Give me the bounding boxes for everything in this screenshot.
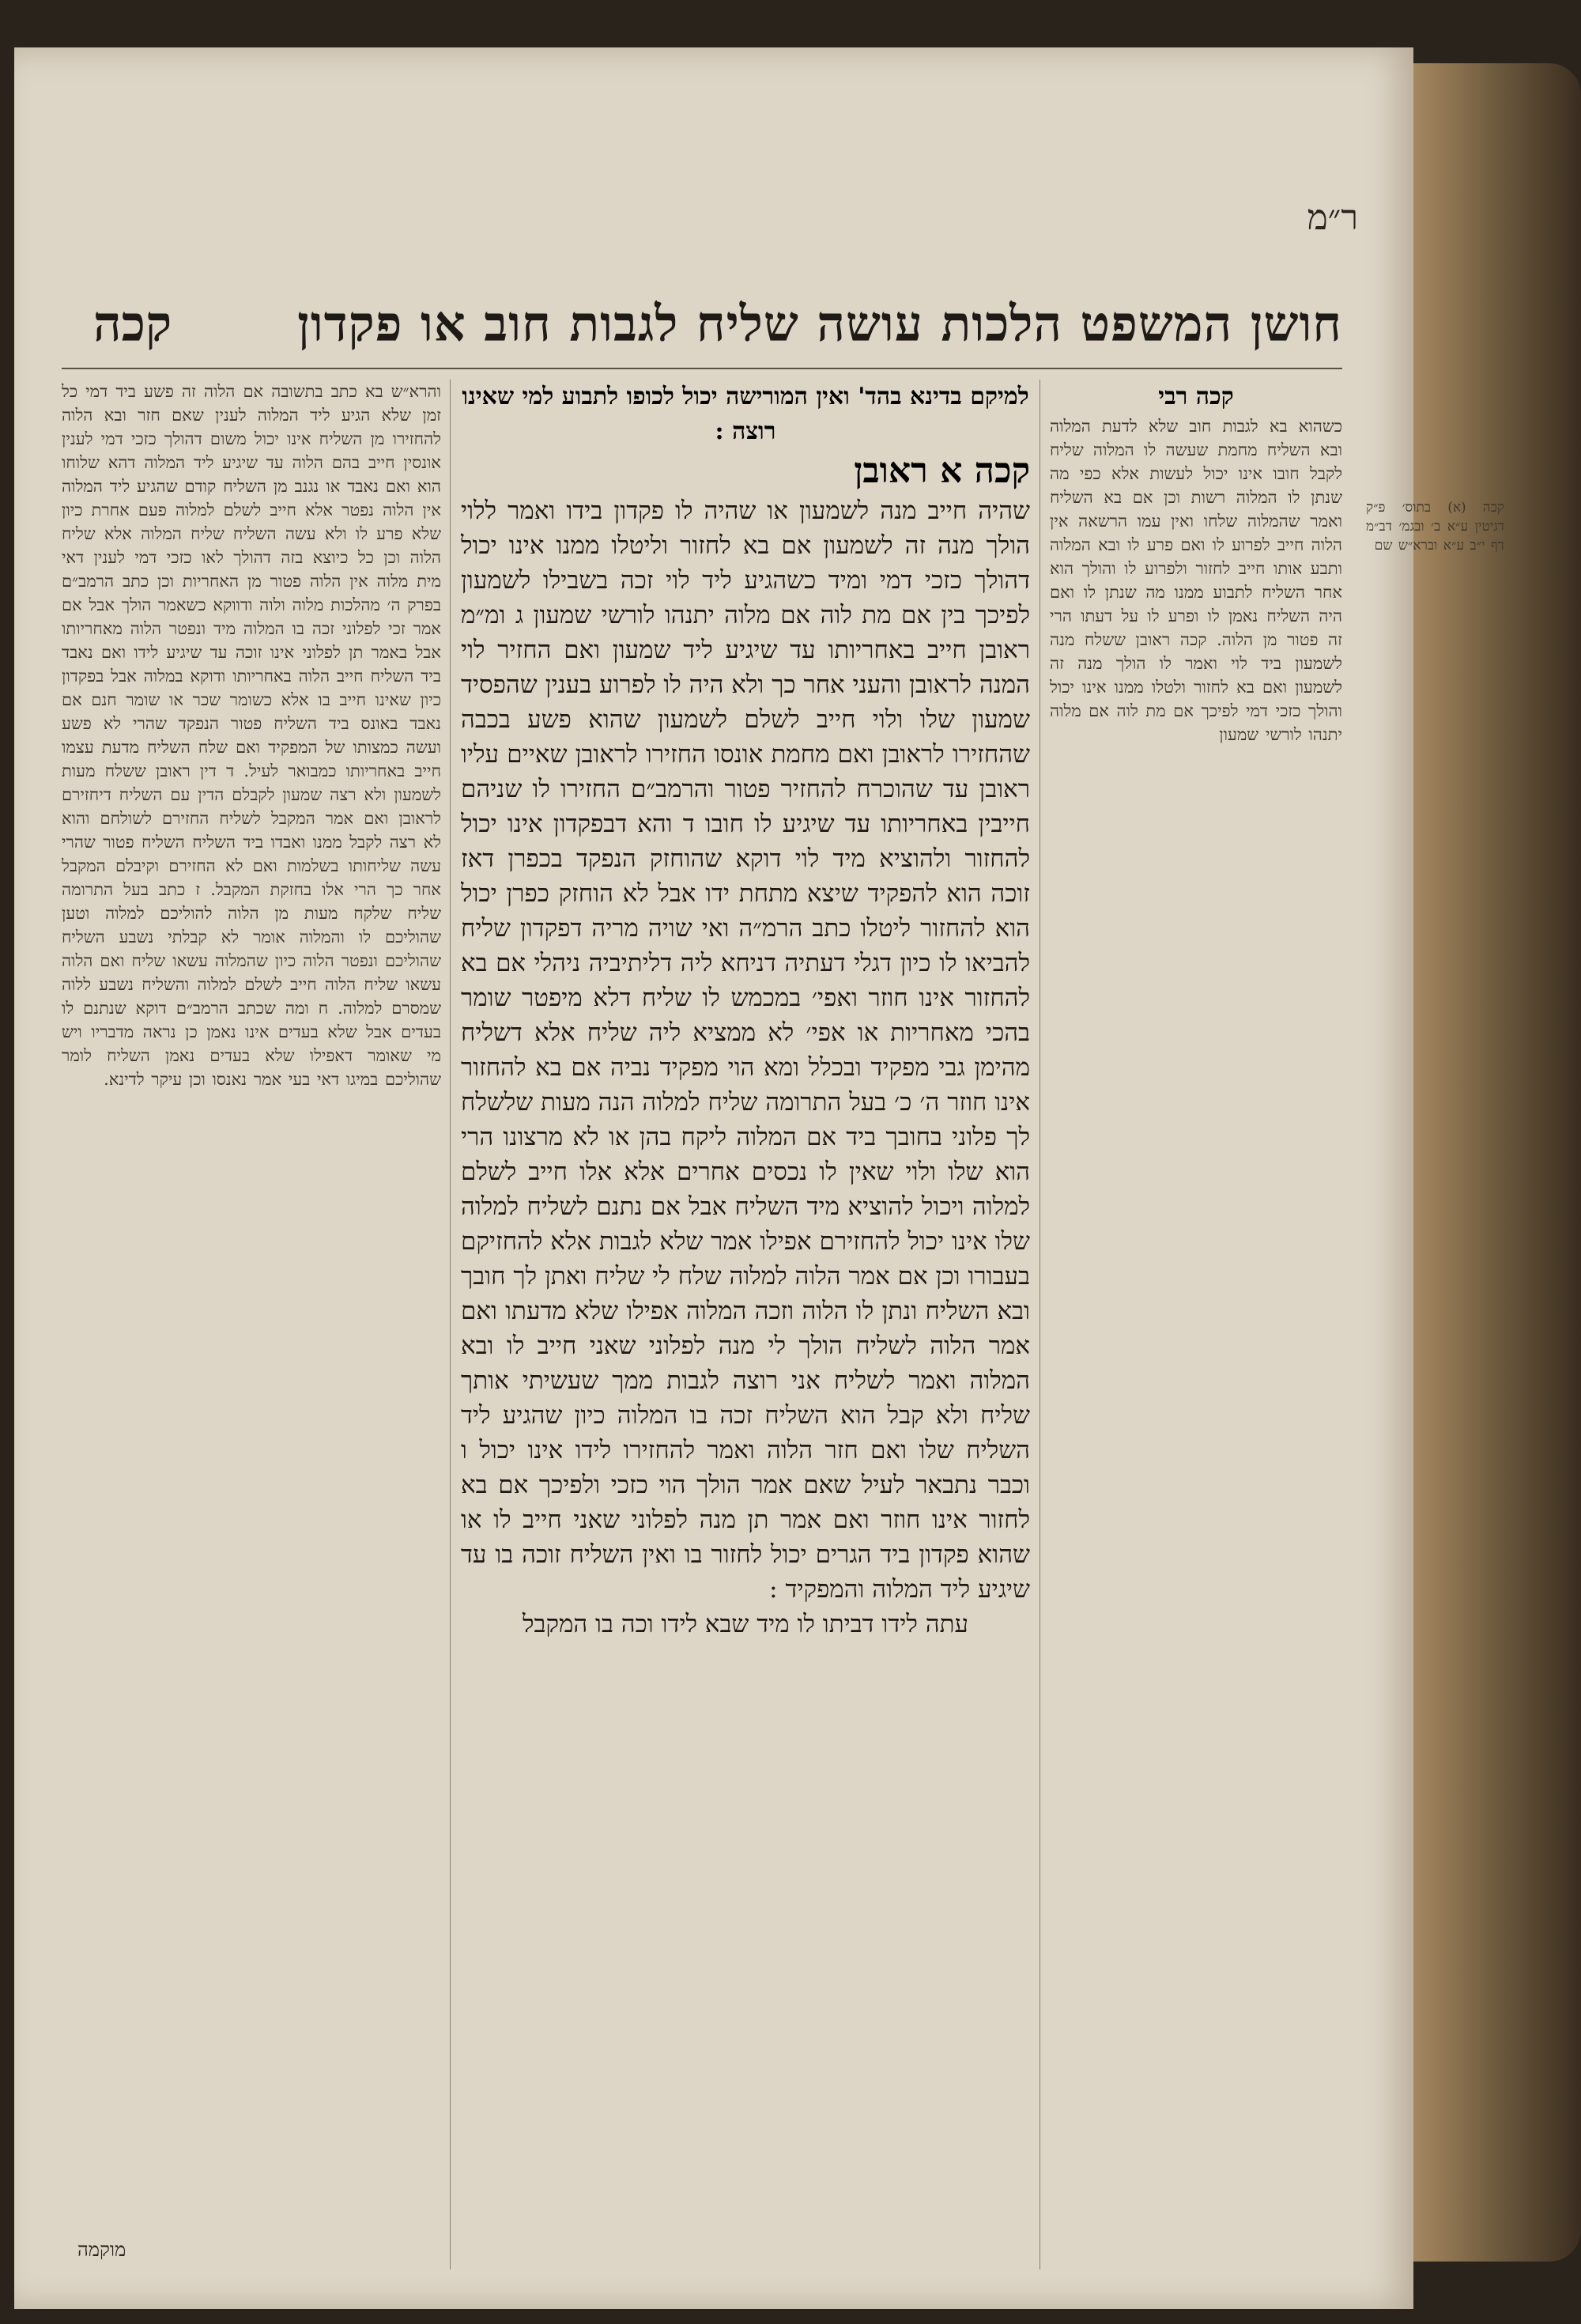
column-divider-left xyxy=(450,380,451,2269)
siman-heading: קכה רבי xyxy=(1158,383,1234,410)
running-header xyxy=(62,277,1342,372)
main-text: שהיה חייב מנה לשמעון או שהיה לו פקדון בידו ואמר ללוי הולך מנה זה לשמעון אם בא לחזור וליטלו ממנו אינו יכול דהולך כזכי דמי ומיד כשהגיע ליד לוי זכה בשבילו לשמעון לפיכך בין אם מת לוה אם מלוה יתנהו לורשי שמעון ג ומ״מ ראובן חייב באחריותו עד שיגיע ליד שמעון ואם החזיר לוי המנה לראובן והעני אחר כך ולא היה לו לפרוע בענין שהפסיד שמעון שלו ולוי חייב לשלם לשמעון שהוא פשע בכבה שהחזירו לראובן ואם מחמת אונסו החזירו לראובן שאיים עליו ראובן עד שהוכרח להחזיר פטור והרמב״ם החזירו לו שניהם חייבין באחריותו עד שיגיע לו חובו ד והא דבפקדון אינו יכול להחזור ולהוציא מיד לוי דוקא שהוחזק הנפקד בכפרן דאז זוכה הוא להפקיד שיצא מתחת ידו אבל לא הוחזק כפרן יכול הוא להחזור ליטלו כתב הרמ״ה ואי שויה מריה דפקדון שליח להביאו לו כיון דגלי דעתיה דניחא ליה דליתיביה ניהלי אם בא להחזור אינו חוזר ואפי׳ במכמש לו שליח דלא מיפטר שומר בהכי מאחריות או אפי׳ לא ממציא ליה שליח אלא דשליח מהימן גבי מפקיד ובכלל ומא הוי מפקיד נביה אם בא להחזור אינו חוזר ה׳ כ׳ בעל התרומה שליח למלוה הנה מעות שלשלח לך פלוני בחובך ביד אם המלוה ליקח בהן או לא מרצונו הרי הוא שלו ולוי שאין לו נכסים אחרים אלא אלו חייב לשלם למלוה ויכול להוציא מיד השליח אבל אם נתנם לשליח למלוה שלו אינו יכול להחזירם אפילו אמר שלא לגבות אלא להחזיקם בעבורו וכן אם אמר הלוה למלוה שלח לי שליח ואתן לך חובך ובא השליח ונתן לו הלוה וזכה המלוה אפילו שלא מדעתו ואם אמר הלוה לשליח הולך לי מנה לפלוני שאני חייב לו ובא המלוה ואמר לשליח אני רוצה לגבות ממך שעשיתי אותך שליח ולא קבל הוא השליח זכה בו המלוה כיון שהגיע ליד השליח שלו ואם חזר הלוה ואמר להחזירו לידו אינו יכול ו וכבר נתבאר לעיל שאם אמר הולך הוי כזכי ולפיכך אם בא לחזור אינו חוזר ואם אמר תן מנה לפלוני שאני חייב לו או שהוא פקדון ביד הגרים יכול לחזור בו ואין השליח זוכה בו עד שיגיע ליד המלוה והמפקיד : xyxy=(461,497,1030,1604)
commentary-right-text: כשהוא בא לגבות חוב שלא לדעת המלוה ובא השליח מחמת שעשה לו המלוה שליח לקבל חובו אינו יכול לעשות אלא כפי מה שנתן לו המלוה רשות וכן אם בא השליח ואמר שהמלוה שלחו ואין עמו הרשאה אין הלוה חייב לפרוע לו ואם פרע לו ובא המלוה ותבע אותו חייב לחזור ולפרוע לו והולך הוא אחר השליח לתבוע ממנו מה שנתן לו ואם היה השליח נאמן לו ופרע לו על דעתו הרי זה פטור מן הלוה. קכה ראובן ששלח מנה לשמעון ביד לוי ואמר לו הולך מנה זה לשמעון ואם בא לחזור ולטלו ממנו אינו יכול והולך כזכי דמי לפיכך אם מת לוה אם מלוה יתנהו לורשי שמעון xyxy=(1050,417,1342,744)
column-left-commentary xyxy=(62,380,441,2269)
column-right-commentary xyxy=(1050,380,1342,2269)
leaf-number: קכה xyxy=(93,295,172,353)
text-columns xyxy=(62,380,1504,2269)
commentary-left-text: והרא״ש בא כתב בתשובה אם הלוה זה פשע ביד דמי כל זמן שלא הגיע ליד המלוה לענין שאם חזר ובא הלוה להחזירו מן השליח אינו יכול משום דהולך כזכי דמי לענין אונסין חייב בהם הלוה עד שיגיע ליד המלוה דהא שלוחו הוא ואם נאבד או נגנב מן השליח קודם שהגיע ליד המלוה אין הלוה נפטר אלא חייב לשלם למלוה פעם אחרת כיון שלא פרע לו ולא עשה השליח שליח המלוה אלא שליח הלוה וכן כל כיוצא בזה דהולך לאו כזכי דמי לענין דאי מית מלוה אין הלוה פטור מן האחריות וכן כתב הרמב״ם בפרק ה׳ מהלכות מלוה ולוה ודווקא כשאמר הולך אבל אם אמר זכי לפלוני זכה בו המלוה מיד ונפטר הלוה מאחריותו אבל באמר תן לפלוני אינו זוכה עד שיגיע לידו ואם נאבד ביד השליח חייב הלוה באחריותו ודוקא במלוה אבל בפקדון כיון שאינו חייב בו אלא כשומר שכר או שומר חנם אם נאבד באונס ביד השליח פטור הנפקד שהרי לא פשע ועשה כמצותו של המפקיד ואם שלח השליח מדעת עצמו חייב באחריותו כמבואר לעיל. ד דין ראובן ששלח מעות לשמעון ולא רצה שמעון לקבלם הדין עם השליח דיחזירם לראובן ואם אמר המקבל לשליח החזירם לשולחם והוא לא רצה לקבל ממנו ואבדו ביד השליח השליח פטור שהרי עשה שליחותו בשלמות ואם לא החזירם וקיבלם המקבל אחר כך הרי אלו בחזקת המקבל. ז כתב בעל התרומה שליח שלקח מעות מן הלוה להוליכם למלוה וטען שהוליכם לו והמלוה אומר לא קבלתי נשבע השליח שהוליכם ונפטר הלוה כיון שהמלוה עשאו שליח ואם הלוה עשאו שליח הלוה חייב לשלם למלוה והשליח נשבע ללוה שמסרם למלוה. ח ומה שכתב הרמב״ם דוקא שנתנם לו בעדים אבל שלא בעדים אינו נאמן כן נראה מדבריו ויש מי שאומר דאפילו שלא בעדים נאמן השליח לומר שהוליכם במיגו דאי בעי אמר נאנסו וכן עיקר לדינא. xyxy=(62,382,441,1089)
center-intro: למיקם בדינא בהד' ואין המורישה יכול לכופו לתבוע למי שאינו רוצה : xyxy=(462,383,1029,445)
column-center-main xyxy=(461,380,1030,2269)
main-lead: קכה א ראובן xyxy=(854,451,1030,491)
margin-note: קכה (א) בתוס׳ פ״ק דגיטין ע״א ב׳ ובגמ׳ דב״מ דף י״ב ע״א וברא״ש שם xyxy=(1366,500,1504,554)
page-marker: ר״מ xyxy=(1307,198,1358,238)
text-sheet xyxy=(62,198,1504,2269)
main-closing: עתה לידו דביתו לו מיד שבא לידו וכה בו המקבל xyxy=(522,1610,969,1638)
book-page xyxy=(14,47,1504,2309)
page-title: חושן המשפט הלכות עושה שליח לגבות חוב או פקדון xyxy=(297,295,1342,353)
catchword: מוקמה xyxy=(77,2239,126,2261)
header-rule xyxy=(62,368,1342,369)
